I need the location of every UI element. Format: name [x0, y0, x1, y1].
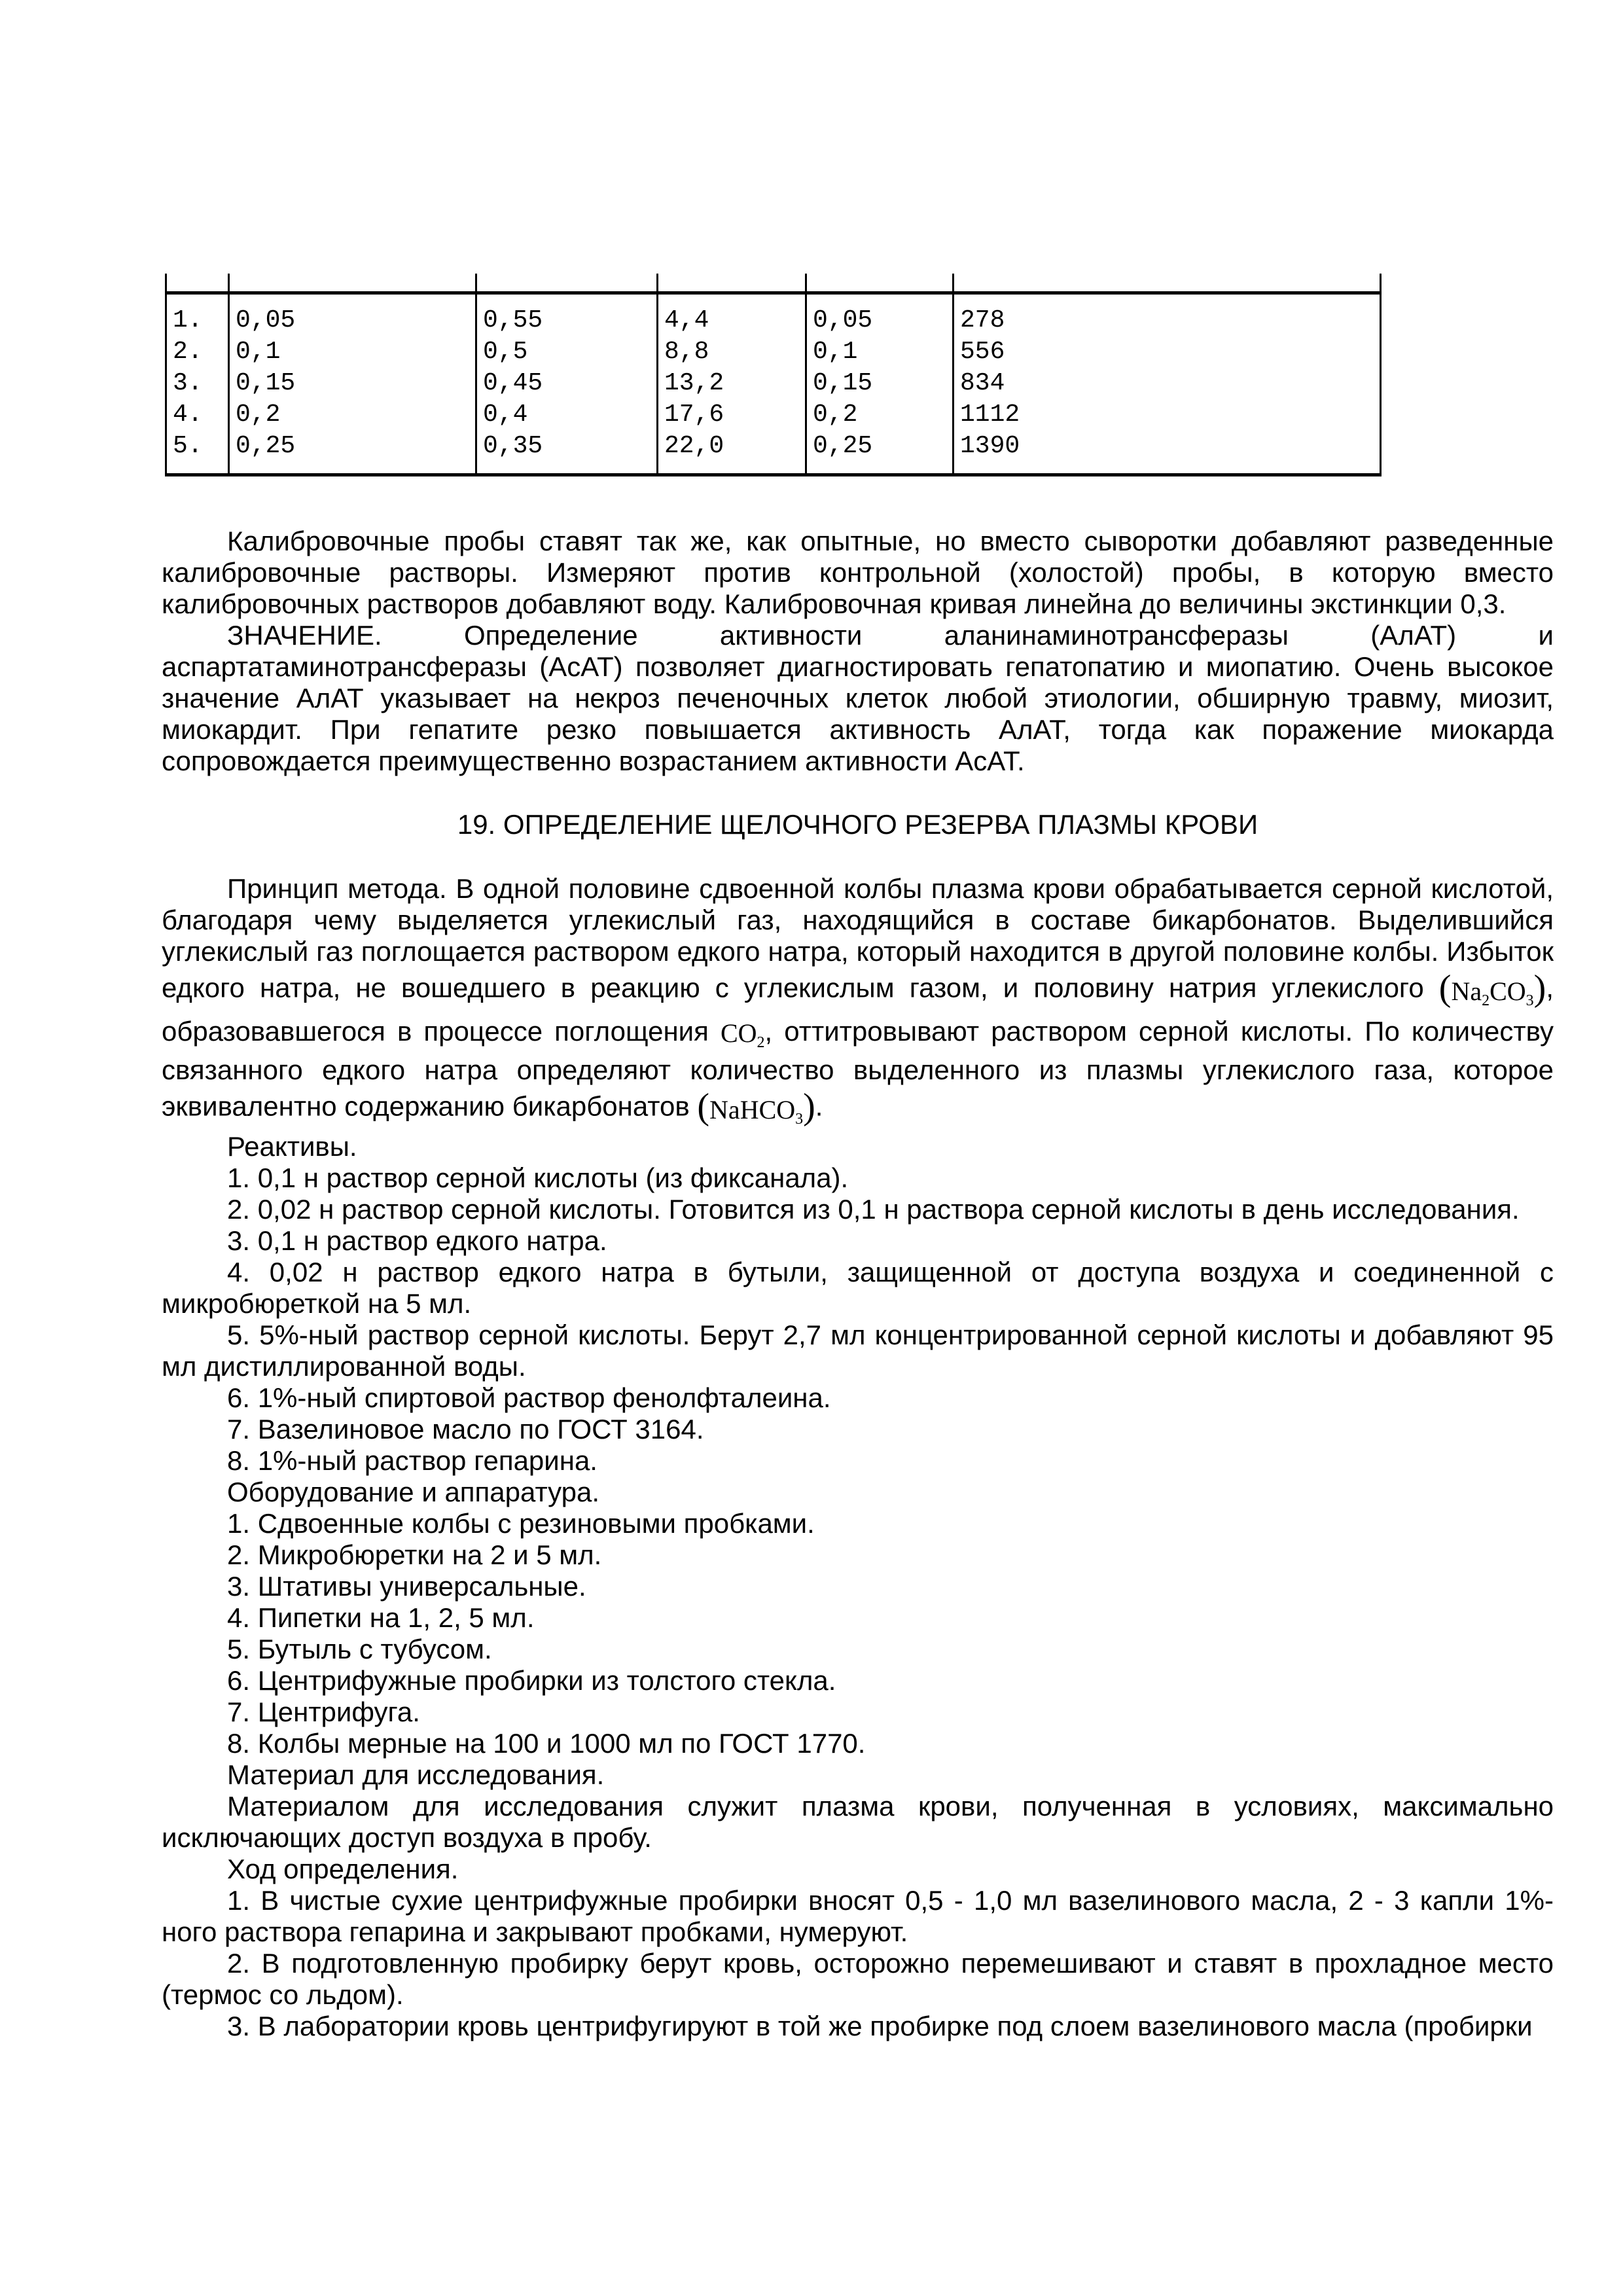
document-line: 2. Микробюретки на 2 и 5 мл.	[227, 1539, 602, 1570]
document-line: 4. 0,02 н раствор едкого натра в бутыли, защищенной от доступа воздуха и соединенной с микробюреткой на 5 мл.	[162, 1257, 1554, 1319]
table-cell: 8,8	[664, 338, 709, 366]
table-cell: 0,35	[483, 432, 543, 460]
document-line: Материал для исследования.	[227, 1759, 605, 1790]
table-cell: 0,2	[236, 401, 281, 429]
significance-paragraph: ЗНАЧЕНИЕ. Определение активности аланинаминотрансферазы (АлАТ) и аспартатаминотрансферазы (АсАТ) позволяет диагностировать гепатопатию и миопатию. Очень высокое значение АлАТ указывает на некроз печеночных клеток любой этиологии, обширную травму, миозит, миокардит. При гепатите резко повышается активность АлАТ, тогда как поражение миокарда сопровождается преимущественно возрастанием активности АсАТ.	[162, 620, 1554, 776]
document-line: 1. 0,1 н раствор серной кислоты (из фиксанала).	[227, 1162, 849, 1193]
table-cell: 1.	[173, 306, 203, 334]
document-line: 3. Штативы универсальные.	[227, 1571, 586, 1602]
table-cell: 1112	[960, 401, 1020, 429]
column-divider	[475, 274, 477, 476]
table-cell: 0,05	[813, 306, 873, 334]
table-bottom-rule	[165, 473, 1382, 476]
calibration-table	[165, 274, 1380, 476]
document-line: 1. Сдвоенные колбы с резиновыми пробками.	[227, 1508, 815, 1539]
document-line: 3. 0,1 н раствор едкого натра.	[227, 1225, 607, 1256]
table-cell: 22,0	[664, 432, 724, 460]
document-line: Ход определения.	[227, 1854, 459, 1884]
document-line: 7. Вазелиновое масло по ГОСТ 3164.	[227, 1414, 704, 1444]
table-cell: 0,4	[483, 401, 528, 429]
document-line: Реактивы.	[227, 1131, 357, 1162]
document-line: 2. 0,02 н раствор серной кислоты. Готовится из 0,1 н раствора серной кислоты в день исследования.	[227, 1194, 1520, 1225]
table-cell: 0,55	[483, 306, 543, 334]
column-divider	[228, 274, 230, 476]
table-cell: 0,1	[236, 338, 281, 366]
header-rule	[165, 291, 1382, 295]
document-line: Материалом для исследования служит плазма крови, полученная в условиях, максимально исключающих доступ воздуха в пробу.	[162, 1791, 1554, 1853]
table-cell: 0,25	[813, 432, 873, 460]
table-cell: 0,2	[813, 401, 858, 429]
document-line: 8. Колбы мерные на 100 и 1000 мл по ГОСТ 1770.	[227, 1728, 866, 1759]
document-line: 2. В подготовленную пробирку берут кровь, осторожно перемешивают и ставят в прохладное место (термос со льдом).	[162, 1948, 1554, 2010]
principle-paragraph: Принцип метода. В одной половине сдвоенной колбы плазма крови обрабатывается серной кислотой, благодаря чему выделяется углекислый газ, находящийся в составе бикарбонатов. Выделившийся углекислый газ поглощается раствором едкого натра, который находится в другой половине колбы. Избыток едкого натра, не вошедшего в реакцию с углекислым газом, и половину натрия углекислого $(Na_2CO_3)$, образовавшегося в процессе поглощения $CO_2$, оттитровывают раствором серной кислоты. По количеству связанного едкого натра определяют количество выделенного из плазмы углекислого газа, которое эквивалентно содержанию бикарбонатов (NaHCO$_3$).	[162, 873, 1554, 1131]
calibration-paragraph: Калибровочные пробы ставят так же, как опытные, но вместо сыворотки добавляют разведенные калибровочные растворы. Измеряют против контрольной (холостой) пробы, в которую вместо калибровочных растворов добавляют воду. Калибровочная кривая линейна до величины экстинкции 0,3.	[162, 526, 1554, 619]
table-cell: 1390	[960, 432, 1020, 460]
column-divider	[952, 274, 954, 476]
table-cell: 0,05	[236, 306, 296, 334]
table-cell: 834	[960, 369, 1005, 397]
document-line: 5. 5%-ный раствор серной кислоты. Берут 2,7 мл концентрированной серной кислоты и добавляют 95 мл дистиллированной воды.	[162, 1319, 1554, 1382]
table-cell: 0,15	[813, 369, 873, 397]
document-line: 6. Центрифужные пробирки из толстого стекла.	[227, 1665, 836, 1696]
table-border	[165, 274, 167, 476]
document-line: 5. Бутыль с тубусом.	[227, 1634, 492, 1664]
document-line: 6. 1%-ный спиртовой раствор фенолфталеина.	[227, 1382, 831, 1413]
procedure-list	[162, 1131, 1554, 2042]
table-cell: 13,2	[664, 369, 724, 397]
table-cell: 0,5	[483, 338, 528, 366]
table-cell: 5.	[173, 432, 203, 460]
column-divider	[656, 274, 658, 476]
document-line: 4. Пипетки на 1, 2, 5 мл.	[227, 1602, 535, 1633]
table-border	[1380, 274, 1382, 476]
table-cell: 0,25	[236, 432, 296, 460]
table-cell: 0,1	[813, 338, 858, 366]
table-cell: 0,15	[236, 369, 296, 397]
calibration-text	[162, 526, 1554, 777]
table-cell: 17,6	[664, 401, 724, 429]
method-section	[162, 873, 1554, 2042]
formula-co2: $CO_2$	[720, 1018, 765, 1051]
table-cell: 0,45	[483, 369, 543, 397]
table-cell: 556	[960, 338, 1005, 366]
document-line: 7. Центрифуга.	[227, 1696, 420, 1727]
table-cell: 4.	[173, 401, 203, 429]
document-line: 8. 1%-ный раствор гепарина.	[227, 1445, 597, 1476]
formula-na2co3: $(Na_2CO_3)$	[1438, 968, 1546, 1009]
column-divider	[805, 274, 807, 476]
document-line: Оборудование и аппаратура.	[227, 1477, 600, 1507]
document-line: 1. В чистые сухие центрифужные пробирки вносят 0,5 - 1,0 мл вазелинового масла, 2 - 3 капли 1%-ного раствора гепарина и закрывают пробками, нумеруют.	[162, 1885, 1554, 1947]
formula-nahco3: (NaHCO$_3$)	[697, 1086, 815, 1128]
document-line: 3. В лаборатории кровь центрифугируют в той же пробирке под слоем вазелинового масла (пробирки	[227, 2011, 1533, 2041]
table-cell: 2.	[173, 338, 203, 366]
table-cell: 4,4	[664, 306, 709, 334]
table-cell: 3.	[173, 369, 203, 397]
table-cell: 278	[960, 306, 1005, 334]
section-title: 19. ОПРЕДЕЛЕНИЕ ЩЕЛОЧНОГО РЕЗЕРВА ПЛАЗМЫ КРОВИ	[457, 809, 1258, 840]
